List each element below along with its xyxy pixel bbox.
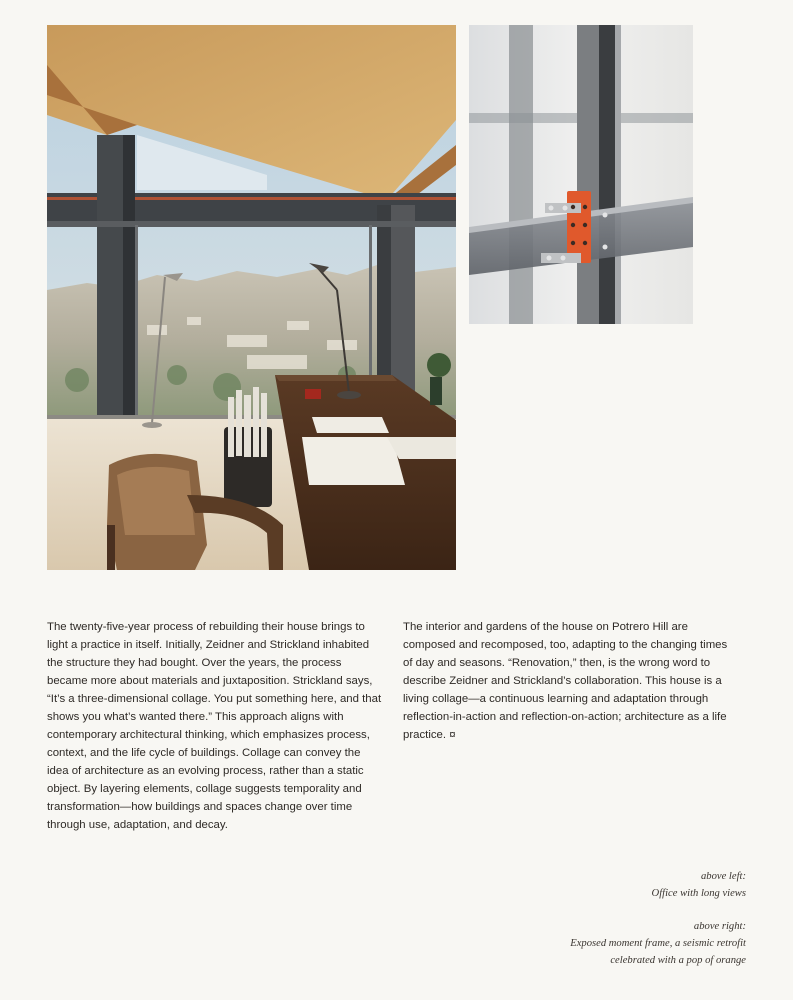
caption-text-line-2: celebrated with a pop of orange <box>610 955 746 966</box>
moment-frame-illustration <box>469 25 693 324</box>
caption-text: Office with long views <box>651 888 746 899</box>
caption-label: above right: <box>693 921 746 932</box>
caption-above-left <box>486 868 746 902</box>
office-photo-illustration <box>47 25 456 570</box>
body-paragraph: The twenty-five-year process of rebuilding their house brings to light a practice in itself. Initially, Zeidner and Strickland inhabited the structure they had bought. Over the years, the process became more about materials and juxtaposition. Strickland says, “It’s a three-dimensional collage. You put something here, and that shows you what’s wanted there.” This approach aligns with contemporary architectural thinking, which emphasizes process, context, and the life cycle of buildings. Collage can convey the idea of architecture as an evolving process, rather than a static object. By layering elements, collage suggests temporality and transformation—how buildings and spaces change over time through use, adaptation, and decay. <box>47 621 382 831</box>
body-text-left-column <box>47 618 382 834</box>
caption-text-line-1: Exposed moment frame, a seismic retrofit <box>570 938 746 949</box>
body-paragraph: The interior and gardens of the house on Potrero Hill are composed and recomposed, too, adapting to the changing times of day and seasons. “Renovation,” then, is the wrong word to describe Zeidner and Strickland’s collaboration. This house is a living collage—a continuous learning and adaptation through reflection-in-action and reflection-on-action; architecture as a life practice. ¤ <box>403 621 728 741</box>
office-photo <box>47 25 456 570</box>
body-text-right-column <box>403 618 738 744</box>
moment-frame-photo <box>469 25 693 324</box>
caption-label: above left: <box>700 871 746 882</box>
caption-above-right <box>486 918 746 969</box>
